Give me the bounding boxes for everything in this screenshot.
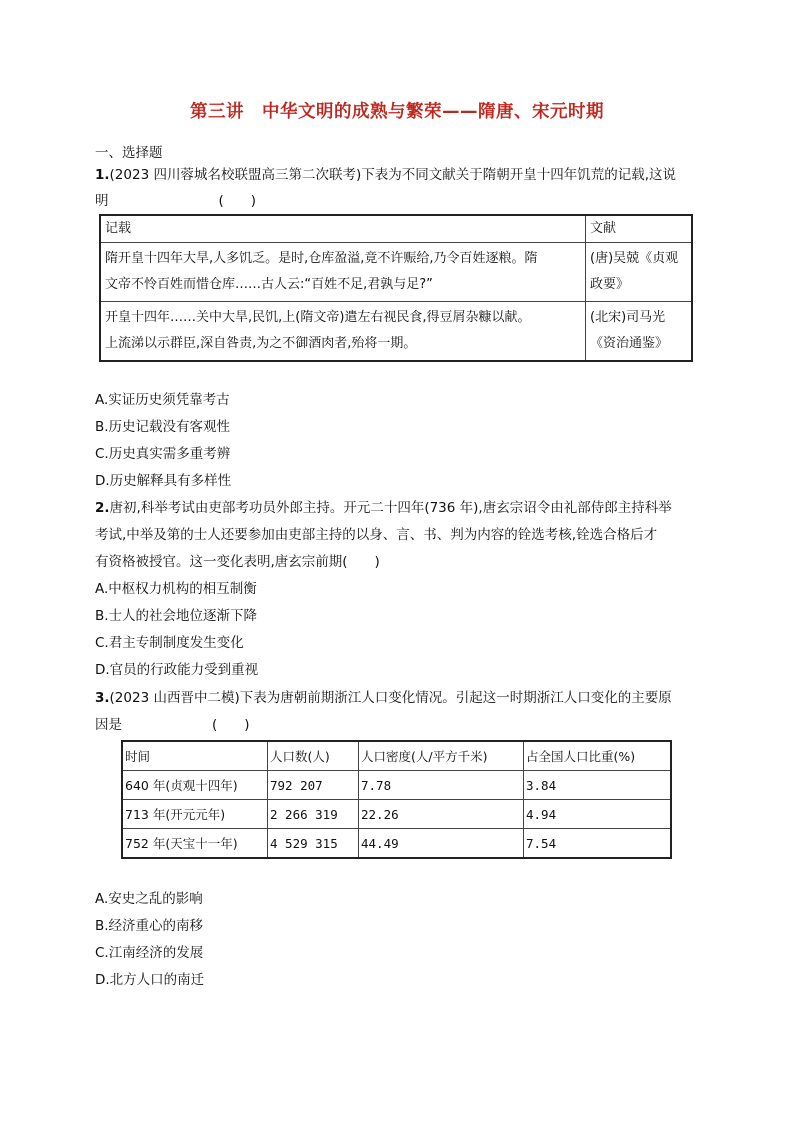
source-line: 政要》 [590, 277, 630, 292]
time-cell: 640 年(贞观十四年) [122, 771, 268, 800]
record-cell [100, 243, 586, 302]
question-3-number: 3. [95, 690, 110, 706]
density-cell: 7.78 [359, 771, 524, 800]
population-cell: 792 207 [268, 771, 359, 800]
option-c[interactable]: C.君主专制制度发生变化 [95, 635, 244, 651]
source-line: (北宋)司马光 [590, 310, 666, 325]
population-cell: 4 529 315 [268, 829, 359, 859]
population-table [121, 740, 672, 859]
table-row [122, 771, 671, 800]
table-header-cell: 占全国人口比重(%) [524, 741, 672, 771]
option-b[interactable]: B.士人的社会地位逐渐下降 [95, 608, 258, 624]
source-cell [586, 302, 693, 362]
table-row [122, 829, 671, 859]
question-2-number: 2. [95, 500, 110, 516]
table-header-row [100, 215, 692, 243]
table-header-row [122, 741, 671, 771]
option-a[interactable]: A.实证历史须凭靠考古 [95, 392, 230, 408]
question-1-stem-line-2 [95, 189, 256, 209]
option-b[interactable]: B.经济重心的南移 [95, 918, 204, 934]
table-header-cell: 文献 [586, 215, 693, 243]
share-cell: 7.54 [524, 829, 672, 859]
question-1-stem-line-1 [95, 163, 676, 183]
option-d[interactable]: D.历史解释具有多样性 [95, 473, 232, 489]
section-heading: 一、选择题 [95, 145, 163, 161]
table-header-cell: 人口密度(人/平方千米) [359, 741, 524, 771]
option-c[interactable]: C.江南经济的发展 [95, 945, 204, 961]
time-cell: 713 年(开元元年) [122, 800, 268, 829]
table-header-cell: 人口数(人) [268, 741, 359, 771]
question-2-stem-line-3: 有资格被授官。这一变化表明,唐玄宗前期( ) [95, 554, 380, 570]
record-line: 上流涕以示群臣,深自咎责,为之不御酒肉者,殆将一期。 [105, 336, 417, 351]
source-line: 《资治通鉴》 [590, 336, 669, 351]
source-cell [586, 243, 693, 302]
question-3-text-2: 因是 [95, 717, 122, 733]
question-1-number: 1. [95, 167, 110, 183]
density-cell: 44.49 [359, 829, 524, 859]
time-cell: 752 年(天宝十一年) [122, 829, 268, 859]
answer-blank[interactable]: ( ) [212, 717, 250, 733]
option-a[interactable]: A.安史之乱的影响 [95, 891, 203, 907]
question-1-text-2: 明 [95, 193, 109, 209]
question-2-text-1: 唐初,科举考试由吏部考功员外郎主持。开元二十四年(736 年),唐玄宗诏令由礼部侍郎主持科举 [109, 500, 672, 516]
record-line: 隋开皇十四年大旱,人多饥乏。是时,仓库盈溢,竟不许赈给,乃令百姓逐粮。隋 [105, 251, 538, 266]
share-cell: 3.84 [524, 771, 672, 800]
table-header-cell: 记载 [100, 215, 586, 243]
table-row [100, 243, 692, 302]
option-c[interactable]: C.历史真实需多重考辨 [95, 446, 231, 462]
source-line: (唐)吴兢《贞观 [590, 251, 679, 266]
record-cell [100, 302, 586, 362]
question-3-stem-line-2 [95, 713, 250, 733]
question-1-text-1: (2023 四川蓉城名校联盟高三第二次联考)下表为不同文献关于隋朝开皇十四年饥荒的记载,这说 [109, 167, 677, 183]
share-cell: 4.94 [524, 800, 672, 829]
option-d[interactable]: D.官员的行政能力受到重视 [95, 662, 259, 678]
option-b[interactable]: B.历史记载没有客观性 [95, 419, 231, 435]
table-row [122, 800, 671, 829]
page-title: 第三讲 中华文明的成熟与繁荣——隋唐、宋元时期 [190, 102, 604, 122]
record-line: 文帝不怜百姓而惜仓库……古人云:“百姓不足,君孰与足?” [105, 277, 433, 292]
question-3-stem-line-1 [95, 686, 672, 706]
option-a[interactable]: A.中枢权力机构的相互制衡 [95, 581, 257, 597]
records-table [99, 214, 693, 362]
option-d[interactable]: D.北方人口的南迁 [95, 972, 205, 988]
population-cell: 2 266 319 [268, 800, 359, 829]
question-2-stem-line-2: 考试,中举及第的士人还要参加由吏部主持的以身、言、书、判为内容的铨选考核,铨选合格后才 [95, 527, 658, 543]
question-3-text-1: (2023 山西晋中二模)下表为唐朝前期浙江人口变化情况。引起这一时期浙江人口变化的主要原 [109, 690, 672, 706]
question-2-stem-line-1 [95, 496, 672, 516]
table-header-cell: 时间 [122, 741, 268, 771]
answer-blank[interactable]: ( ) [218, 193, 257, 209]
table-row [100, 302, 692, 362]
density-cell: 22.26 [359, 800, 524, 829]
record-line: 开皇十四年……关中大旱,民饥,上(隋文帝)遣左右视民食,得豆屑杂糠以献。 [105, 310, 531, 325]
